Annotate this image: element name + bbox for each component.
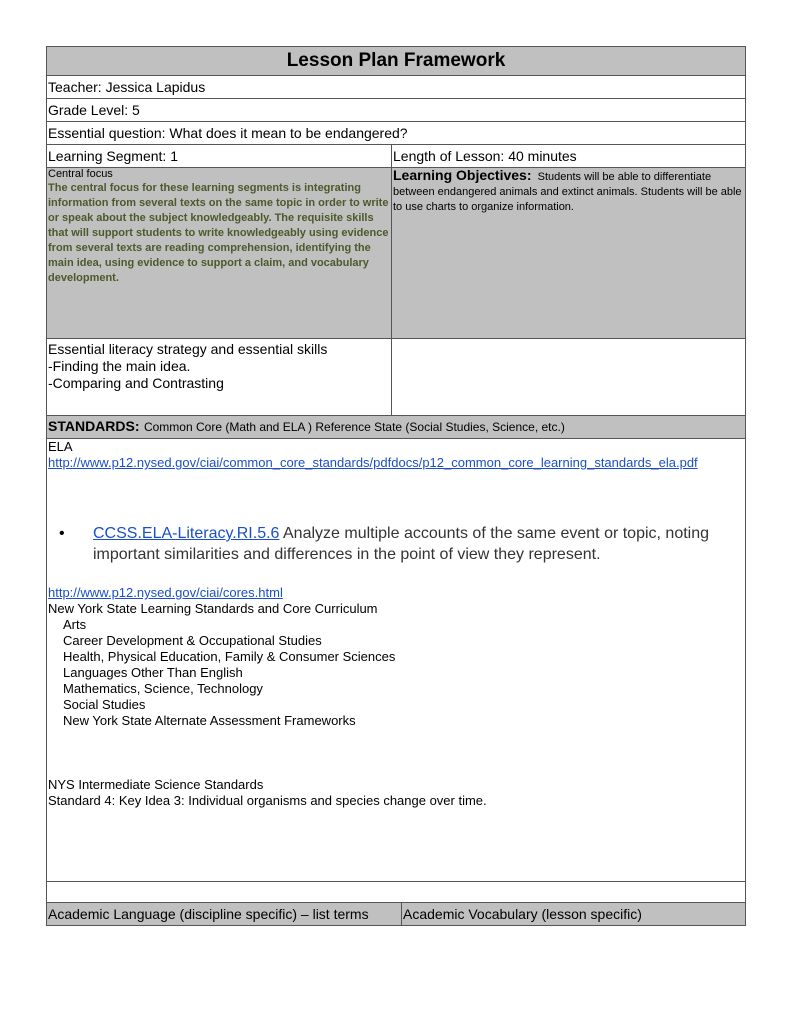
teacher-text: Teacher: Jessica Lapidus (48, 79, 206, 95)
nys-item: Career Development & Occupational Studies (63, 633, 322, 648)
title-row (47, 47, 745, 76)
central-focus-cell (47, 168, 392, 338)
grade-row (47, 99, 745, 122)
ccss-link[interactable]: CCSS.ELA-Literacy.RI.5.6 (93, 525, 280, 542)
segment-row (47, 145, 745, 168)
length-text: Length of Lesson: 40 minutes (393, 148, 577, 164)
nys-item: Social Studies (63, 697, 146, 712)
lesson-plan-table (46, 46, 746, 926)
teacher-row (47, 76, 745, 99)
essential-question-text: Essential question: What does it mean to be endangered? (48, 125, 408, 141)
academic-language-text: Academic Language (discipline specific) – list terms (47, 903, 402, 925)
standards-heading: STANDARDS: (48, 418, 140, 434)
nys-item: Mathematics, Science, Technology (63, 681, 263, 696)
focus-row (47, 168, 745, 339)
grade-text: Grade Level: 5 (48, 102, 140, 118)
nys-item: Health, Physical Education, Family & Consumer Sciences (63, 649, 396, 664)
nys-item: Arts (63, 617, 87, 632)
nys-heading: New York State Learning Standards and Core Curriculum (48, 601, 378, 616)
literacy-empty-cell (392, 339, 745, 415)
science-heading: NYS Intermediate Science Standards (48, 777, 264, 792)
science-standard: Standard 4: Key Idea 3: Individual organisms and species change over time. (48, 793, 487, 808)
academic-row (47, 903, 745, 925)
objectives-cell (392, 168, 745, 338)
standards-row (47, 416, 745, 439)
literacy-cell (47, 339, 392, 415)
central-focus-text: The central focus for these learning segments is integrating information from several texts on the same topic in order to write or speak about the subject knowledgeably. The requisite skills that will support students to write knowledgeably using evidence from several texts are reading comprehension, identifying the main idea, using evidence to support a claim, and vocabulary development. (48, 182, 389, 284)
essential-question-row (47, 122, 745, 145)
page-title: Lesson Plan Framework (286, 50, 506, 71)
academic-vocabulary-text: Academic Vocabulary (lesson specific) (403, 906, 642, 922)
bullet-icon: • (59, 525, 65, 542)
standards-body (47, 439, 745, 882)
ccss-text: Analyze multiple accounts of the same event or topic, noting important similarities and differences in the point of view they represent. (93, 525, 710, 563)
segment-text: Learning Segment: 1 (47, 145, 392, 167)
ela-label: ELA (48, 439, 73, 454)
ela-standards-link[interactable]: http://www.p12.nysed.gov/ciai/common_core_standards/pdfdocs/p12_common_core_learning_standards_ela.pdf (48, 455, 698, 470)
cores-link[interactable]: http://www.p12.nysed.gov/ciai/cores.html (48, 585, 283, 600)
objectives-text: Students will be able to differentiate between endangered animals and extinct animals. Students will be able to use charts to organize information. (393, 171, 742, 213)
nys-item: New York State Alternate Assessment Frameworks (63, 713, 356, 728)
literacy-row (47, 339, 745, 416)
objectives-heading: Learning Objectives: (393, 167, 532, 183)
standards-subtitle: Common Core (Math and ELA ) Reference State (Social Studies, Science, etc.) (143, 420, 565, 434)
literacy-line-3: -Comparing and Contrasting (48, 375, 224, 391)
literacy-line-2: -Finding the main idea. (48, 358, 191, 374)
ccss-bullet (59, 523, 743, 565)
central-focus-label: Central focus (48, 168, 113, 180)
literacy-line-1: Essential literacy strategy and essential skills (48, 341, 328, 357)
nys-item: Languages Other Than English (63, 665, 243, 680)
empty-row (47, 882, 745, 903)
